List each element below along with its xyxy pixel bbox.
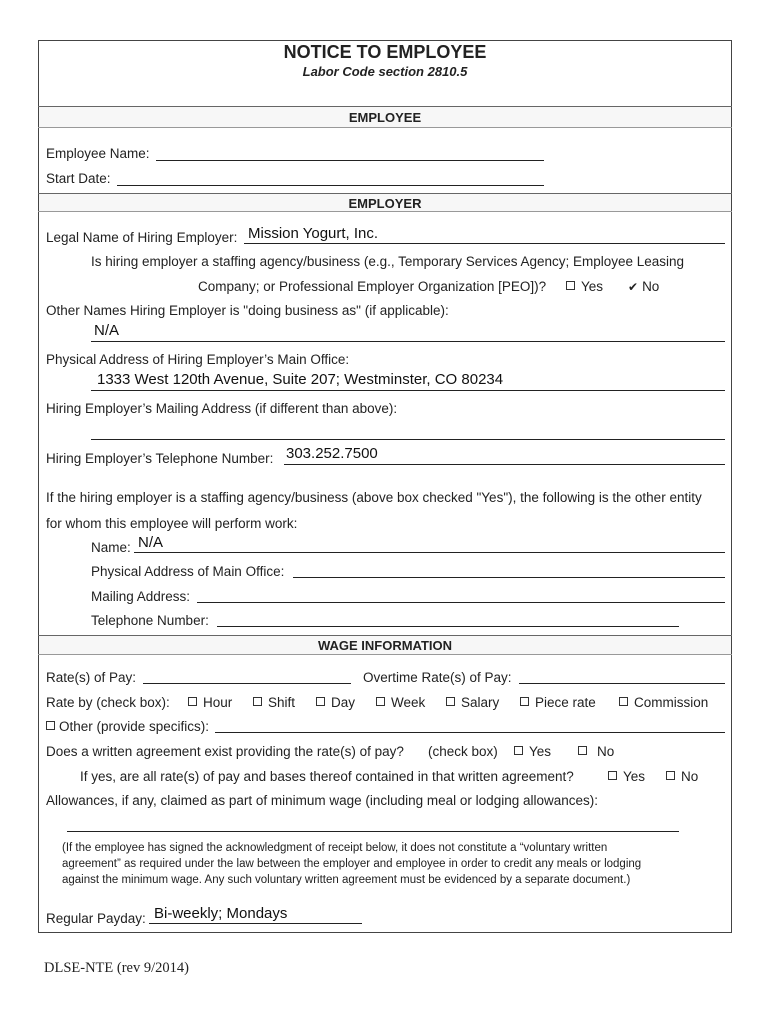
note-line: against the minimum wage. Any such voluntary written agreement must be evidenced by a separate document.)	[62, 874, 631, 886]
rate-option-hour[interactable]	[188, 695, 232, 710]
note-line: agreement” as required under the law between the employer and employee in order to credit any meals or lodging	[62, 858, 642, 870]
checkbox-icon[interactable]	[514, 746, 523, 755]
note-line: (If the employee has signed the acknowledgment of receipt below, it does not constitute a “voluntary written	[62, 842, 608, 854]
other-entity-line2: for whom this employee will perform work:	[46, 516, 298, 531]
rate-option-salary[interactable]	[446, 695, 499, 710]
other-name-value: N/A	[138, 534, 164, 551]
staffing-no-label: No	[642, 279, 660, 294]
rate-option-label: Shift	[268, 695, 296, 710]
other-mailing-label: Mailing Address:	[91, 589, 191, 604]
legal-name-label: Legal Name of Hiring Employer:	[46, 230, 238, 245]
other-physical-field[interactable]	[293, 577, 725, 578]
checkbox-icon[interactable]	[316, 697, 325, 706]
rate-option-week[interactable]	[376, 695, 425, 710]
employee-name-field[interactable]	[156, 160, 544, 161]
contained-yes-option[interactable]	[608, 769, 645, 784]
contained-yes-label: Yes	[623, 769, 646, 784]
other-specifics-label: Other (provide specifics):	[59, 719, 210, 734]
other-name-field[interactable]	[134, 552, 725, 553]
checked-box-icon[interactable]: ✔	[628, 280, 639, 294]
checkbox-icon[interactable]	[608, 771, 617, 780]
rate-option-other[interactable]	[46, 719, 209, 734]
check-box-hint: (check box)	[428, 744, 498, 759]
acknowledgment-note	[62, 840, 702, 888]
rate-option-label: Week	[391, 695, 426, 710]
checkbox-icon[interactable]	[376, 697, 385, 706]
rate-option-label: Hour	[203, 695, 233, 710]
divider	[38, 127, 732, 128]
payday-value: Bi-weekly; Mondays	[154, 905, 288, 922]
written-yes-label: Yes	[529, 744, 552, 759]
mailing-address-field[interactable]	[91, 439, 725, 440]
checkbox-icon[interactable]	[46, 721, 55, 730]
overtime-field[interactable]	[519, 683, 725, 684]
allowances-field[interactable]	[67, 831, 679, 832]
written-no-option[interactable]	[578, 744, 614, 759]
checkbox-icon[interactable]	[619, 697, 628, 706]
allowances-label: Allowances, if any, claimed as part of minimum wage (including meal or lodging allowances):	[46, 793, 599, 808]
staffing-yes-option[interactable]	[566, 279, 603, 294]
checkbox-icon[interactable]	[578, 746, 587, 755]
checkbox-icon[interactable]	[520, 697, 529, 706]
rate-by-label: Rate by (check box):	[46, 695, 170, 710]
staffing-question-line1: Is hiring employer a staffing agency/business (e.g., Temporary Services Agency; Employee Leasing	[91, 254, 685, 269]
staffing-no-option[interactable]	[628, 279, 659, 294]
other-specifics-field[interactable]	[215, 732, 725, 733]
checkbox-icon[interactable]	[253, 697, 262, 706]
employee-section-heading: EMPLOYEE	[348, 110, 422, 125]
form-title: NOTICE TO EMPLOYEE	[283, 42, 487, 62]
other-mailing-field[interactable]	[197, 602, 725, 603]
rate-option-piece-rate[interactable]	[520, 695, 596, 710]
wage-section-heading: WAGE INFORMATION	[317, 638, 453, 653]
payday-field[interactable]	[149, 923, 362, 924]
mailing-address-label: Hiring Employer’s Mailing Address (if different than above):	[46, 401, 398, 416]
other-entity-line1: If the hiring employer is a staffing agency/business (above box checked "Yes"), the following is the other entity	[46, 490, 702, 505]
rate-option-label: Piece rate	[535, 695, 596, 710]
contained-no-option[interactable]	[666, 769, 698, 784]
payday-label: Regular Payday:	[46, 911, 146, 926]
physical-address-label: Physical Address of Hiring Employer’s Main Office:	[46, 352, 350, 367]
physical-address-value: 1333 West 120th Avenue, Suite 207; Westminster, CO 80234	[97, 371, 504, 388]
checkbox-icon[interactable]	[666, 771, 675, 780]
rate-option-day[interactable]	[316, 695, 355, 710]
dba-label: Other Names Hiring Employer is "doing business as" (if applicable):	[46, 303, 449, 318]
rate-option-label: Salary	[461, 695, 500, 710]
divider	[38, 654, 732, 655]
form-subtitle: Labor Code section 2810.5	[302, 64, 468, 79]
legal-name-value: Mission Yogurt, Inc.	[248, 225, 379, 242]
telephone-value: 303.252.7500	[286, 445, 378, 462]
other-name-label: Name:	[91, 540, 131, 555]
dba-field[interactable]	[91, 341, 725, 342]
start-date-label: Start Date:	[46, 171, 111, 186]
physical-address-field[interactable]	[91, 390, 725, 391]
written-yes-option[interactable]	[514, 744, 551, 759]
rate-option-shift[interactable]	[253, 695, 295, 710]
telephone-label: Hiring Employer’s Telephone Number:	[46, 451, 274, 466]
divider	[38, 211, 732, 212]
rates-field[interactable]	[143, 683, 351, 684]
telephone-field[interactable]	[284, 464, 725, 465]
start-date-field[interactable]	[117, 185, 544, 186]
checkbox-icon[interactable]	[188, 697, 197, 706]
rate-option-label: Commission	[634, 695, 709, 710]
legal-name-field[interactable]	[244, 243, 725, 244]
other-physical-label: Physical Address of Main Office:	[91, 564, 285, 579]
employee-name-label: Employee Name:	[46, 146, 150, 161]
dba-value: N/A	[94, 322, 120, 339]
checkbox-icon[interactable]	[566, 281, 575, 290]
contained-question: If yes, are all rate(s) of pay and bases thereof contained in that written agreement?	[80, 769, 574, 784]
written-no-label: No	[597, 744, 615, 759]
written-agreement-question: Does a written agreement exist providing the rate(s) of pay?	[46, 744, 404, 759]
rates-label: Rate(s) of Pay:	[46, 670, 137, 685]
other-telephone-field[interactable]	[217, 626, 679, 627]
staffing-question-line2: Company; or Professional Employer Organization [PEO])?	[198, 279, 547, 294]
form-revision-id: DLSE-NTE (rev 9/2014)	[44, 960, 189, 976]
contained-no-label: No	[681, 769, 699, 784]
checkbox-icon[interactable]	[446, 697, 455, 706]
employer-section-heading: EMPLOYER	[348, 196, 422, 211]
other-telephone-label: Telephone Number:	[91, 613, 209, 628]
divider	[38, 106, 732, 107]
rate-option-label: Day	[331, 695, 356, 710]
rate-option-commission[interactable]	[619, 695, 708, 710]
staffing-yes-label: Yes	[581, 279, 604, 294]
overtime-label: Overtime Rate(s) of Pay:	[363, 670, 512, 685]
